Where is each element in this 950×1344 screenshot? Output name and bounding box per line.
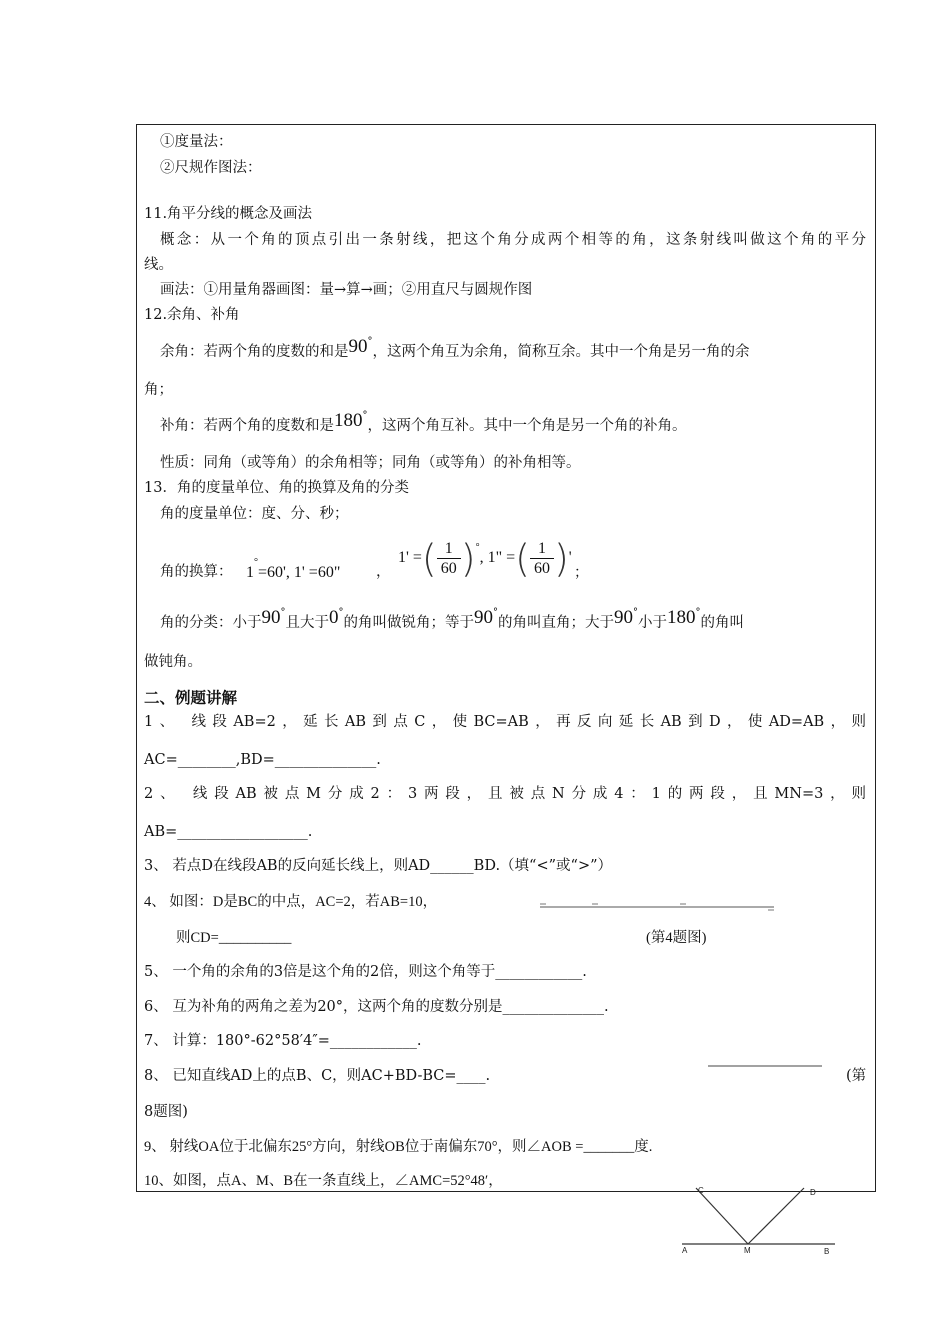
method-construct: ②尺规作图法： <box>160 160 262 176</box>
q10-figure <box>680 1186 840 1246</box>
s13-conv-2: 1' =( $\frac{1}{60}$ )°, 1" =( $\frac{1}{60}$ )' <box>398 536 572 581</box>
q4-figure <box>536 901 776 913</box>
q8-caption: (第 <box>846 1068 867 1084</box>
q4-line2: 则CD=__________ <box>176 930 292 946</box>
q10-label-c: C <box>698 1186 704 1195</box>
q4-caption: (第4题图) <box>646 930 707 946</box>
s13-conv-comma: ， <box>376 564 391 580</box>
q8-line1: 8、 已知直线AD上的点B、C，则AC+BD-BC=____. <box>144 1068 491 1084</box>
q10-ray-mc <box>696 1188 748 1244</box>
q10-label-d: D <box>810 1188 816 1197</box>
s11-concept: 概念：从一个角的顶点引出一条射线，把这个角分成两个相等的角，这条射线叫做这个角的平分 <box>160 232 866 248</box>
q10-label-b: B <box>824 1247 830 1256</box>
s12-title: 12.余角、补角 <box>144 307 240 323</box>
q10-label-a: A <box>682 1246 688 1255</box>
q4-line1: 4、 如图：D是BC的中点，AC=2，若AB=10， <box>144 894 438 910</box>
q10-ray-md <box>748 1188 804 1244</box>
q10-label-m: M <box>744 1246 751 1255</box>
q2-line2: AB=__________________. <box>144 824 313 840</box>
s13-conv-semicolon: ； <box>574 565 589 581</box>
s11-title: 11.角平分线的概念及画法 <box>144 206 313 222</box>
q2-line1: 2、 线段AB被点M分成2：3两段，且被点N分成4：1的两段，且MN=3，则 <box>144 786 866 802</box>
q1-line1: 1、 线段AB=2，延长AB到点C，使BC=AB，再反向延长AB到D，使AD=AB，则 <box>144 714 866 730</box>
q3: 3、 若点D在线段AB的反向延长线上，则AD______BD.（填“<”或“>”） <box>144 858 613 874</box>
q8-line2: 8题图) <box>144 1104 188 1120</box>
q10: 10、如图，点A、M、B在一条直线上，∠AMC=52°48′， <box>144 1173 503 1189</box>
examples-heading: 二、例题讲解 <box>144 689 238 707</box>
s13-title: 13．角的度量单位、角的换算及角的分类 <box>144 480 409 496</box>
s13-conv-1: 1°=60', 1' =60" <box>246 557 341 581</box>
q9: 9、 射线OA位于北偏东25°方向，射线OB位于南偏东70°，则∠AOB =_______度. <box>144 1139 653 1155</box>
s13-conv-label: 角的换算： <box>160 564 233 580</box>
s12-property: 性质：同角（或等角）的余角相等；同角（或等角）的补角相等。 <box>160 455 581 471</box>
s13-classification-end: 做钝角。 <box>144 654 202 670</box>
s12-supplement: 补角：若两个角的度数和是180°，这两个角互补。其中一个角是另一个角的补角。 <box>160 410 687 434</box>
q7: 7、 计算：180°-62°58′4″=____________. <box>144 1033 422 1049</box>
s13-units: 角的度量单位：度、分、秒； <box>160 506 349 522</box>
s12-complement-end: 角； <box>144 382 173 398</box>
s11-concept-end: 线。 <box>144 257 173 273</box>
s12-complement: 余角：若两个角的度数的和是90°，这两个角互为余角，简称互余。其中一个角是另一角的余 <box>160 336 750 360</box>
q5: 5、 一个角的余角的3倍是这个角的2倍，则这个角等于____________. <box>144 964 587 980</box>
fraction-1-60: $\frac{1}{60}$ <box>437 539 461 578</box>
s13-classification: 角的分类：小于90°且大于0°的角叫做锐角；等于90°的角叫直角；大于90°小于180°的角叫 <box>160 607 744 631</box>
fraction-1-60-b: $\frac{1}{60}$ <box>530 539 554 578</box>
method-measure: ①度量法： <box>160 134 233 150</box>
s11-drawing: 画法：①用量角器画图：量→算→画；②用直尺与圆规作图 <box>160 282 533 298</box>
q6: 6、 互为补角的两角之差为20°，这两个角的度数分别是______________. <box>144 999 609 1015</box>
q8-figure <box>708 1062 822 1070</box>
q1-line2: AC=________,BD=______________. <box>144 752 381 768</box>
